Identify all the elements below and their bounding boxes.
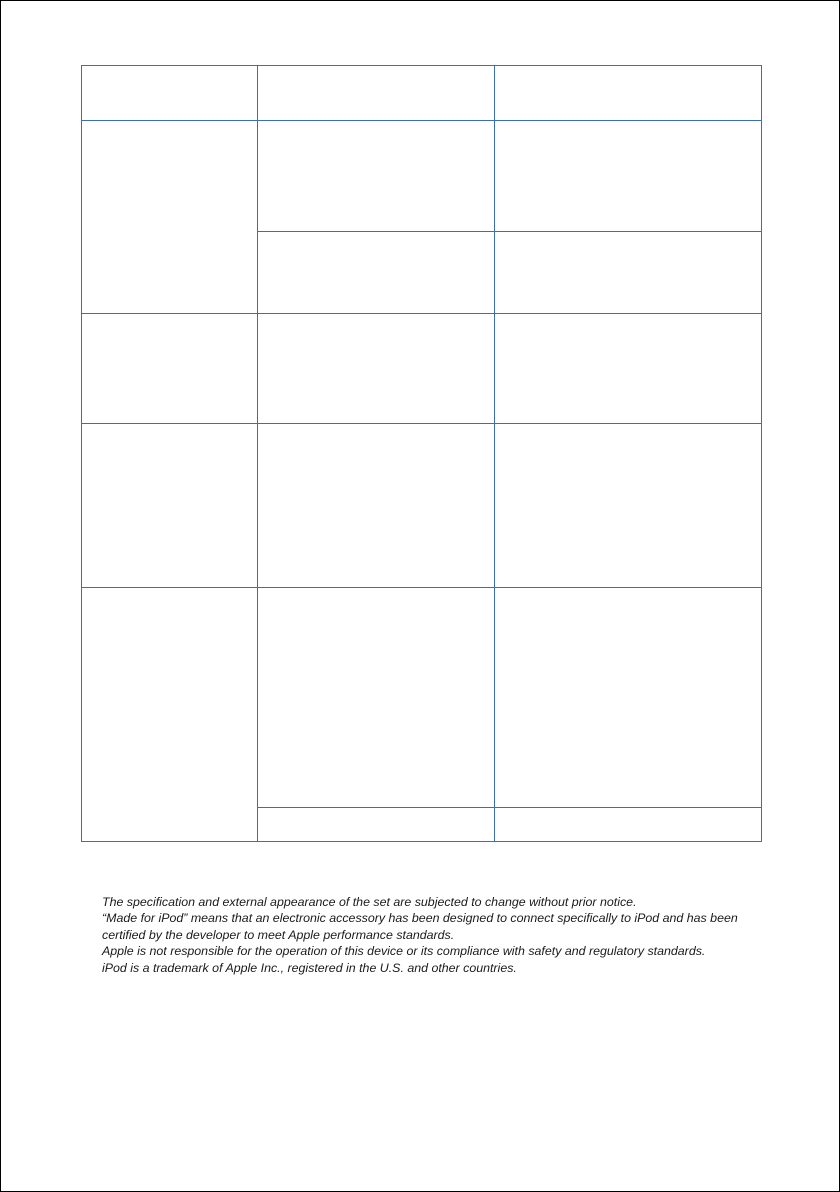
table-cell [258, 314, 495, 424]
table-cell [258, 66, 495, 121]
notice-specification-change: The specification and external appearance of the set are subjected to change without prior notice. [102, 895, 637, 909]
table-row [82, 66, 762, 121]
table-cell [495, 588, 762, 808]
table-cell [258, 424, 495, 588]
table-row [82, 121, 762, 232]
table-cell [495, 232, 762, 314]
notice-ipod-trademark: iPod is a trademark of Apple Inc., registered in the U.S. and other countries. [102, 960, 517, 975]
table-row [82, 314, 762, 424]
legal-notice [102, 894, 752, 976]
table-cell [82, 314, 258, 424]
table-row [82, 588, 762, 808]
table-cell [82, 588, 258, 842]
table-cell [495, 314, 762, 424]
table-cell [495, 424, 762, 588]
specification-table [81, 65, 762, 842]
table-cell [82, 121, 258, 314]
table-cell [495, 808, 762, 842]
notice-apple-disclaimer: Apple is not responsible for the operation of this device or its compliance with safety and regulatory standards. [102, 944, 706, 959]
notice-made-for-ipod: “Made for iPod” means that an electronic accessory has been designed to connect specifically to iPod and has been certified by the developer to meet Apple performance standards. [102, 911, 738, 942]
table-cell [258, 808, 495, 842]
table-cell [258, 232, 495, 314]
table-cell [258, 121, 495, 232]
table-cell [495, 66, 762, 121]
table-cell [258, 588, 495, 808]
table-row [82, 424, 762, 588]
table-cell [495, 121, 762, 232]
table-cell [82, 66, 258, 121]
table-cell [82, 424, 258, 588]
